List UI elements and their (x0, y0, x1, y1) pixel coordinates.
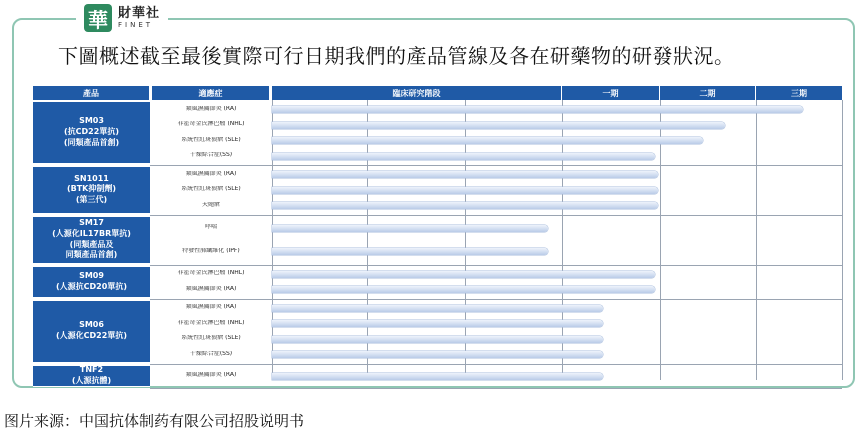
product-label-line: TNF2 (79, 364, 104, 374)
group-divider (150, 165, 842, 166)
group-divider (150, 388, 842, 389)
product-label-line: (人源抗體) (71, 375, 112, 385)
pipeline-progress-bar (272, 271, 655, 278)
product-label-line: (第三代) (75, 195, 108, 205)
pipeline-progress-bar (272, 336, 603, 343)
pipeline-table (33, 86, 842, 385)
indication-label: 干燥綜合症(SS) (189, 152, 233, 159)
pipeline-progress-bar (272, 187, 658, 194)
indication-label: 哮喘 (204, 224, 217, 231)
logo-text (118, 7, 160, 29)
product-label-line: (同類產品首創) (63, 137, 120, 147)
product-cell (33, 102, 150, 164)
pipeline-progress-bar (272, 248, 548, 255)
product-label-line: SN1011 (74, 173, 109, 183)
pipeline-progress-bar (272, 320, 603, 327)
logo-name-en: FINET (118, 21, 154, 29)
product-label-line: SM09 (79, 270, 104, 280)
grid-vline (842, 100, 843, 380)
finet-logo (76, 3, 168, 33)
indication-label: 天皰瘡 (201, 201, 220, 208)
product-label-line: (人源化IL17BR單抗) (52, 228, 131, 238)
logo-mark-icon: 華 (84, 4, 112, 32)
indication-label: 系統性紅斑狼瘡 (SLE) (181, 335, 241, 342)
pipeline-progress-bar (272, 106, 803, 113)
pipeline-progress-bar (272, 305, 603, 312)
pipeline-progress-bar (272, 202, 658, 209)
product-cell (33, 366, 150, 388)
pipeline-progress-bar (272, 171, 658, 178)
group-divider (150, 364, 842, 365)
header-phase1: 一期 (562, 86, 660, 100)
logo-name-cn: 財華社 (118, 6, 161, 21)
indication-label: 系統性紅斑狼瘡 (SLE) (181, 136, 241, 143)
product-label-line: (同類產品及 (69, 239, 114, 249)
product-cell (33, 267, 150, 298)
indication-label: 特發性肺纖維化 (IPF) (182, 247, 240, 254)
indication-label: 非霍奇金氏淋巴瘤 (NHL) (177, 121, 245, 128)
pipeline-progress-bar (272, 286, 655, 293)
header-product: 產品 (33, 86, 150, 100)
grid-vline (756, 100, 757, 380)
indication-label: 類風濕關節炎 (RA) (185, 285, 237, 292)
product-cell (33, 167, 150, 214)
product-label-line: SM03 (79, 116, 104, 126)
header-phase3: 三期 (756, 86, 842, 100)
product-label-line: (人源抗CD20單抗) (56, 281, 127, 291)
product-label-line: (人源化CD22單抗) (56, 331, 127, 340)
pipeline-progress-bar (272, 225, 548, 232)
header-phase2: 二期 (660, 86, 756, 100)
indication-label: 類風濕關節炎 (RA) (185, 105, 237, 112)
pipeline-progress-bar (272, 122, 725, 129)
pipeline-progress-bar (272, 373, 603, 380)
header-preclinical: 臨床研究階段 (272, 86, 562, 100)
product-label-line: SM06 (79, 320, 104, 330)
indication-label: 干燥綜合症(SS) (189, 350, 233, 357)
product-label-line: 同類產品首創) (65, 250, 118, 260)
indication-label: 類風濕關節炎 (RA) (185, 372, 237, 379)
header-indication: 適應症 (152, 86, 270, 100)
pipeline-progress-bar (272, 351, 603, 358)
product-label-line: (抗CD22單抗) (64, 127, 119, 137)
page-title: 下圖概述截至最後實際可行日期我們的產品管線及各在研藥物的研發狀況。 (58, 44, 735, 68)
indication-label: 類風濕關節炎 (RA) (185, 304, 237, 311)
group-divider (150, 215, 842, 216)
product-cell (33, 217, 150, 264)
group-divider (150, 299, 842, 300)
product-label-line: (BTK抑制劑) (66, 184, 117, 194)
image-source-caption: 图片来源：中国抗体制药有限公司招股说明书 (4, 412, 305, 430)
product-cell (33, 301, 150, 363)
indication-label: 類風濕關節炎 (RA) (185, 170, 237, 177)
product-label-line: SM17 (79, 217, 104, 227)
indication-label: 非霍奇金氏淋巴瘤 (NHL) (177, 319, 245, 326)
indication-label: 系統性紅斑狼瘡 (SLE) (181, 186, 241, 193)
indication-label: 非霍奇金氏淋巴瘤 (NHL) (177, 270, 245, 277)
pipeline-progress-bar (272, 137, 703, 144)
group-divider (150, 265, 842, 266)
pipeline-progress-bar (272, 153, 655, 160)
